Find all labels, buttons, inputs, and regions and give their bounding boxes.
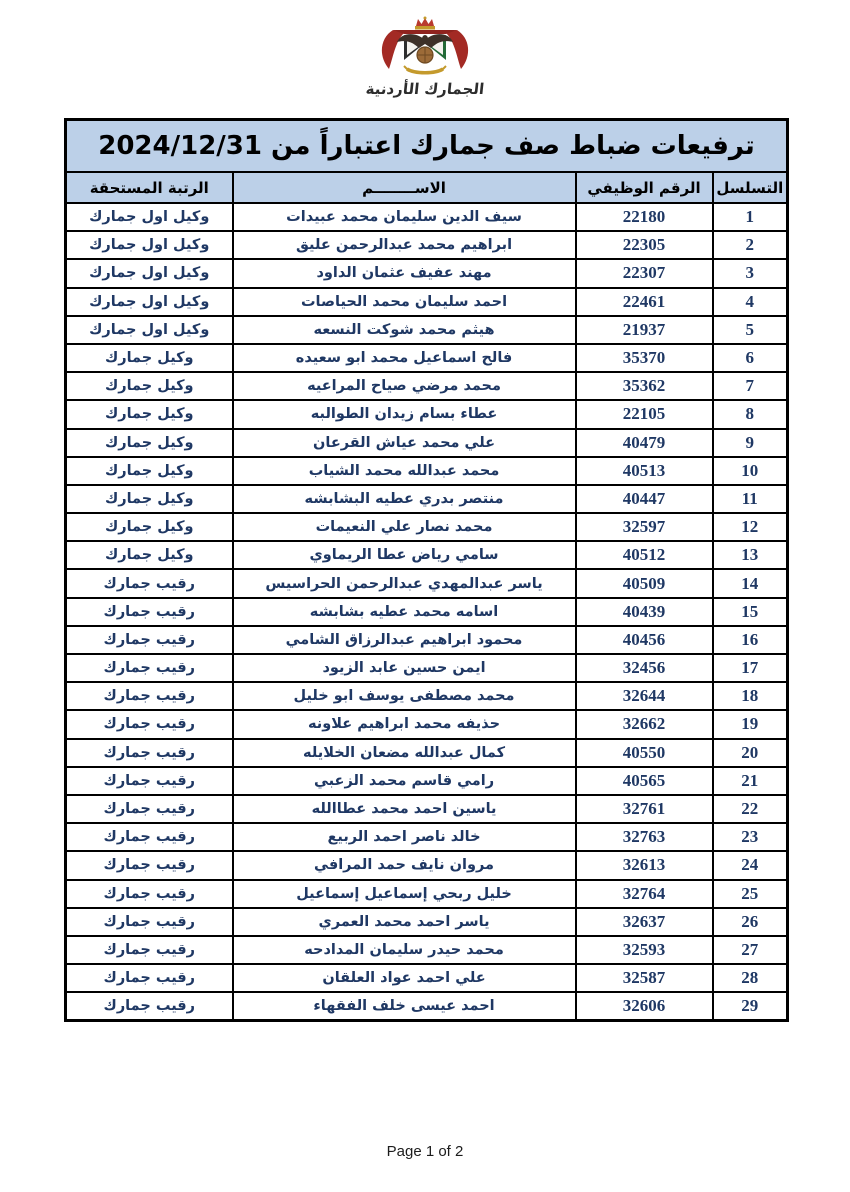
- table-row: [66, 400, 788, 428]
- serial-cell: 26: [713, 908, 788, 936]
- table-row: [66, 513, 788, 541]
- serial-cell: 10: [713, 457, 788, 485]
- rank-cell: رقيب جمارك: [66, 598, 233, 626]
- table-row: [66, 767, 788, 795]
- table-row: [66, 541, 788, 569]
- rank-cell: وكيل اول جمارك: [66, 316, 233, 344]
- table-row: [66, 936, 788, 964]
- rank-cell: وكيل جمارك: [66, 513, 233, 541]
- name-cell: محمود ابراهيم عبدالرزاق الشامي: [233, 626, 576, 654]
- rank-cell: وكيل جمارك: [66, 372, 233, 400]
- table-row: [66, 316, 788, 344]
- name-cell: ياسر عبدالمهدي عبدالرحمن الحراسيس: [233, 569, 576, 597]
- employee-number-cell: 40550: [576, 739, 713, 767]
- rank-cell: رقيب جمارك: [66, 767, 233, 795]
- serial-cell: 12: [713, 513, 788, 541]
- column-header-employee-number: الرقم الوظيفي: [576, 172, 713, 203]
- employee-number-cell: 40513: [576, 457, 713, 485]
- employee-number-cell: 40456: [576, 626, 713, 654]
- employee-number-cell: 21937: [576, 316, 713, 344]
- rank-cell: وكيل جمارك: [66, 429, 233, 457]
- table-title: ترفيعات ضباط صف جمارك اعتباراً من 2024/12/31: [66, 120, 788, 173]
- rank-cell: رقيب جمارك: [66, 964, 233, 992]
- name-cell: مهند عفيف عثمان الداود: [233, 259, 576, 287]
- employee-number-cell: 32637: [576, 908, 713, 936]
- rank-cell: رقيب جمارك: [66, 880, 233, 908]
- serial-cell: 15: [713, 598, 788, 626]
- rank-cell: رقيب جمارك: [66, 710, 233, 738]
- rank-cell: وكيل اول جمارك: [66, 231, 233, 259]
- table-row: [66, 485, 788, 513]
- table-row: [66, 372, 788, 400]
- table-row: [66, 654, 788, 682]
- employee-number-cell: 32587: [576, 964, 713, 992]
- column-header-rank: الرتبة المستحقة: [66, 172, 233, 203]
- serial-cell: 25: [713, 880, 788, 908]
- employee-number-cell: 22305: [576, 231, 713, 259]
- serial-cell: 7: [713, 372, 788, 400]
- employee-number-cell: 40447: [576, 485, 713, 513]
- name-cell: فالح اسماعيل محمد ابو سعيده: [233, 344, 576, 372]
- rank-cell: رقيب جمارك: [66, 936, 233, 964]
- rank-cell: رقيب جمارك: [66, 992, 233, 1021]
- rank-cell: رقيب جمارك: [66, 626, 233, 654]
- rank-cell: وكيل اول جمارك: [66, 288, 233, 316]
- jordan-coat-of-arms-icon: [360, 16, 490, 78]
- rank-cell: وكيل اول جمارك: [66, 203, 233, 231]
- table-row: [66, 259, 788, 287]
- serial-cell: 17: [713, 654, 788, 682]
- name-cell: ياسر احمد محمد العمري: [233, 908, 576, 936]
- table-row: [66, 203, 788, 231]
- table-row: [66, 851, 788, 879]
- employee-number-cell: 40565: [576, 767, 713, 795]
- employee-number-cell: 40509: [576, 569, 713, 597]
- name-cell: احمد عيسى خلف الفقهاء: [233, 992, 576, 1021]
- rank-cell: وكيل جمارك: [66, 457, 233, 485]
- name-cell: عطاء بسام زيدان الطوالبه: [233, 400, 576, 428]
- employee-number-cell: 32456: [576, 654, 713, 682]
- employee-number-cell: 35362: [576, 372, 713, 400]
- table-row: [66, 598, 788, 626]
- employee-number-cell: 35370: [576, 344, 713, 372]
- table-row: [66, 626, 788, 654]
- rank-cell: وكيل جمارك: [66, 400, 233, 428]
- serial-cell: 9: [713, 429, 788, 457]
- table-body: [66, 203, 788, 1021]
- table-row: [66, 739, 788, 767]
- table-row: [66, 569, 788, 597]
- rank-cell: وكيل جمارك: [66, 485, 233, 513]
- name-cell: هيثم محمد شوكت النسعه: [233, 316, 576, 344]
- rank-cell: رقيب جمارك: [66, 795, 233, 823]
- serial-cell: 27: [713, 936, 788, 964]
- page-number: Page 1 of 2: [386, 1143, 464, 1160]
- name-cell: سيف الدين سليمان محمد عبيدات: [233, 203, 576, 231]
- employee-number-cell: 32764: [576, 880, 713, 908]
- rank-cell: رقيب جمارك: [66, 739, 233, 767]
- table-row: [66, 823, 788, 851]
- table-row: [66, 908, 788, 936]
- table-row: [66, 992, 788, 1021]
- employee-number-cell: 32761: [576, 795, 713, 823]
- table-row: [66, 429, 788, 457]
- employee-number-cell: 22180: [576, 203, 713, 231]
- serial-cell: 14: [713, 569, 788, 597]
- promotions-table: [64, 118, 789, 1022]
- serial-cell: 1: [713, 203, 788, 231]
- employee-number-cell: 32613: [576, 851, 713, 879]
- serial-cell: 21: [713, 767, 788, 795]
- rank-cell: رقيب جمارك: [66, 823, 233, 851]
- name-cell: احمد سليمان محمد الحياصات: [233, 288, 576, 316]
- employee-number-cell: 40479: [576, 429, 713, 457]
- serial-cell: 6: [713, 344, 788, 372]
- serial-cell: 11: [713, 485, 788, 513]
- employee-number-cell: 22307: [576, 259, 713, 287]
- rank-cell: رقيب جمارك: [66, 908, 233, 936]
- name-cell: ابراهيم محمد عبدالرحمن عليق: [233, 231, 576, 259]
- title-row: [66, 120, 788, 173]
- name-cell: ايمن حسين عابد الزيود: [233, 654, 576, 682]
- name-cell: محمد نصار علي النعيمات: [233, 513, 576, 541]
- serial-cell: 24: [713, 851, 788, 879]
- name-cell: سامي رياض عطا الريماوي: [233, 541, 576, 569]
- table-row: [66, 457, 788, 485]
- table-row: [66, 710, 788, 738]
- name-cell: محمد عبدالله محمد الشياب: [233, 457, 576, 485]
- name-cell: اسامه محمد عطيه بشابشه: [233, 598, 576, 626]
- name-cell: حذيفه محمد ابراهيم علاونه: [233, 710, 576, 738]
- employee-number-cell: 32606: [576, 992, 713, 1021]
- serial-cell: 29: [713, 992, 788, 1021]
- table-row: [66, 964, 788, 992]
- employee-number-cell: 32662: [576, 710, 713, 738]
- rank-cell: رقيب جمارك: [66, 851, 233, 879]
- table-row: [66, 795, 788, 823]
- serial-cell: 8: [713, 400, 788, 428]
- table-row: [66, 288, 788, 316]
- rank-cell: رقيب جمارك: [66, 682, 233, 710]
- rank-cell: رقيب جمارك: [66, 569, 233, 597]
- employee-number-cell: 22461: [576, 288, 713, 316]
- employee-number-cell: 32593: [576, 936, 713, 964]
- column-header-name: الاســــــــم: [233, 172, 576, 203]
- serial-cell: 16: [713, 626, 788, 654]
- customs-calligraphy-text: الجمارك الأردنية: [364, 80, 486, 98]
- table-row: [66, 880, 788, 908]
- name-cell: خليل ربحي إسماعيل إسماعيل: [233, 880, 576, 908]
- name-cell: رامي قاسم محمد الزعبي: [233, 767, 576, 795]
- name-cell: محمد مرضي صياح المراعيه: [233, 372, 576, 400]
- column-header-serial: التسلسل: [713, 172, 788, 203]
- employee-number-cell: 40439: [576, 598, 713, 626]
- employee-number-cell: 40512: [576, 541, 713, 569]
- serial-cell: 4: [713, 288, 788, 316]
- name-cell: خالد ناصر احمد الربيع: [233, 823, 576, 851]
- serial-cell: 2: [713, 231, 788, 259]
- column-header-row: [66, 172, 788, 203]
- name-cell: محمد حيدر سليمان المدادحه: [233, 936, 576, 964]
- rank-cell: وكيل جمارك: [66, 344, 233, 372]
- serial-cell: 18: [713, 682, 788, 710]
- serial-cell: 13: [713, 541, 788, 569]
- name-cell: محمد مصطفى يوسف ابو خليل: [233, 682, 576, 710]
- name-cell: ياسين احمد محمد عطاالله: [233, 795, 576, 823]
- name-cell: علي محمد عياش القرعان: [233, 429, 576, 457]
- name-cell: علي احمد عواد العلقان: [233, 964, 576, 992]
- rank-cell: رقيب جمارك: [66, 654, 233, 682]
- rank-cell: وكيل جمارك: [66, 541, 233, 569]
- name-cell: مروان نايف حمد المرافي: [233, 851, 576, 879]
- serial-cell: 23: [713, 823, 788, 851]
- serial-cell: 22: [713, 795, 788, 823]
- employee-number-cell: 32597: [576, 513, 713, 541]
- table-row: [66, 231, 788, 259]
- serial-cell: 20: [713, 739, 788, 767]
- employee-number-cell: 32644: [576, 682, 713, 710]
- serial-cell: 5: [713, 316, 788, 344]
- rank-cell: وكيل اول جمارك: [66, 259, 233, 287]
- serial-cell: 19: [713, 710, 788, 738]
- serial-cell: 3: [713, 259, 788, 287]
- table-row: [66, 682, 788, 710]
- serial-cell: 28: [713, 964, 788, 992]
- employee-number-cell: 22105: [576, 400, 713, 428]
- table-row: [66, 344, 788, 372]
- name-cell: منتصر بدري عطيه البشابشه: [233, 485, 576, 513]
- name-cell: كمال عبدالله مضعان الخلايله: [233, 739, 576, 767]
- employee-number-cell: 32763: [576, 823, 713, 851]
